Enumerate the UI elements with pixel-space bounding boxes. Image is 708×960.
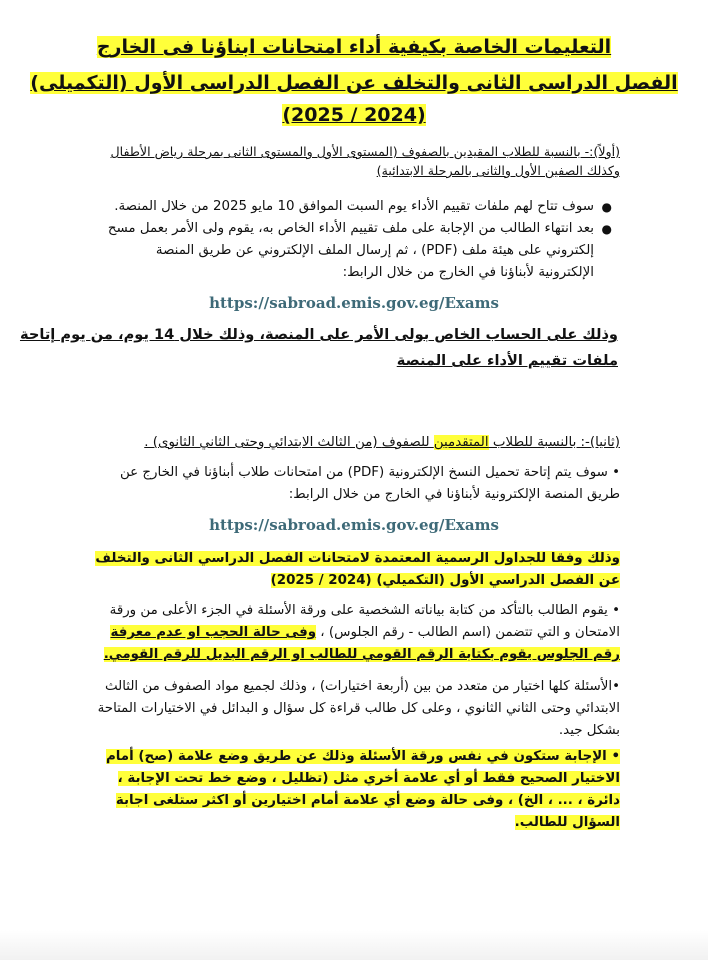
mcq-instructions	[84, 676, 620, 742]
section-one-heading-line1: (أولاً):- بالنسبة للطلاب المقيدين بالصفوف (المستوى الأول والمستوى الثانى بمرحلة رياض الأطفال	[110, 144, 620, 159]
mcq-instructions-text: •الأسئلة كلها اختيار من متعدد من بين (أربعة اختيارات) ، وذلك لجميع مواد الصفوف من الثالث الابتدائي وحتى الثاني الثانوي ، وعلى كل طالب قراءة كل سؤال و البدائل في الاختيارات المتاحة بشكل جيد.	[97, 679, 620, 738]
bullet-text: سوف تتاح لهم ملفات تقييم الأداء يوم السبت الموافق 10 مايو 2025 من خلال المنصة.	[114, 199, 594, 214]
section-one-note-line1: وذلك على الحساب الخاص بولى الأمر على المنصة، وذلك خلال 14 يوم، من يوم إتاحة	[19, 326, 618, 343]
section-two-heading-part-a: (ثانيا)-: بالنسبة للطلاب	[488, 435, 620, 450]
list-item	[100, 196, 616, 218]
bullet-text: بعد انتهاء الطالب من الإجابة على ملف تقييم الأداء الخاص به، يقوم ولى الأمر بعمل مسح إلكتروني على هيئة ملف (PDF) ، ثم إرسال الملف الإلكتروني عن طريق المنصة الإلكترونية لأبناؤنا في الخارج من خلال الرابط:	[107, 221, 594, 280]
section-two-paragraph	[84, 462, 620, 506]
section-one-heading-line2: وكذلك الصفين الأول والثانى بالمرحلة الابتدائية)	[376, 163, 620, 178]
section-two-paragraph-text: • سوف يتم إتاحة تحميل النسخ الإلكترونية (PDF) من امتحانات طلاب أبناؤنا في الخارج عن طريق المنصة الإلكترونية لأبناؤنا في الخارج من خلال الرابط:	[119, 465, 620, 502]
answer-instructions	[84, 746, 620, 834]
section-two-heading	[80, 432, 620, 454]
seat-number-instructions	[84, 600, 620, 666]
title-line-3-text: (2025 / 2024)	[282, 104, 426, 126]
title-line-1	[0, 36, 708, 58]
section-one-note	[19, 322, 618, 374]
title-line-3	[0, 104, 708, 126]
exams-link-2[interactable]: https://sabroad.emis.gov.eg/Exams	[209, 516, 499, 534]
list-item	[100, 218, 616, 284]
section-two-heading-part-b: المتقدمين	[433, 435, 489, 450]
section-one-note-line2: ملفات تقييم الأداء على المنصة	[396, 352, 618, 369]
seat-number-text-a: • يقوم الطالب بالتأكد من كتابة بياناته الشخصية على ورقة الأسئلة في الجزء الأعلى من ورقة الامتحان و التي تتضمن (اسم الطالب - رقم الجلوس) ،	[109, 603, 620, 640]
page-bottom-shade	[0, 930, 708, 960]
section-two-heading-part-d: (من الثالث الابتدائي وحتى الثاني الثانوى) .	[144, 435, 382, 450]
bullet-dot-icon: ●	[601, 222, 612, 236]
schedule-note-text: وذلك وفقا للجداول الرسمية المعتمدة لامتحانات الفصل الدراسي الثانى والتخلف عن الفصل الدراسي الأول (التكميلي) (2024 / 2025)	[95, 551, 620, 588]
section-one-heading	[80, 142, 620, 180]
seat-number-text-b: وفى حالة الحجب او عدم معرفة رقم الجلوس يقوم بكتابة الرقم القومي للطالب او الرقم البديل للرقم القومي.	[103, 625, 620, 662]
bullet-dot-icon: ●	[601, 200, 612, 214]
answer-instructions-text: • الإجابة ستكون في نفس ورقة الأسئلة وذلك عن طريق وضع علامة (صح) أمام الاختيار الصحيح فقط أو أي علامة أخري مثل (تظليل ، وضع خط تحت الإجابة ، دائرة ، ... ، الخ) ، وفى حالة وضع أي علامة أمام اختيارين أو اكثر ستلغى اجابة السؤال للطالب.	[105, 749, 620, 830]
title-line-2	[0, 72, 708, 94]
exams-link-1[interactable]: https://sabroad.emis.gov.eg/Exams	[209, 294, 499, 312]
title-line-1-text: التعليمات الخاصة بكيفية أداء امتحانات ابناؤنا فى الخارج	[96, 36, 612, 58]
section-two-heading-part-c: للصفوف	[381, 435, 434, 450]
schedule-note	[84, 548, 620, 592]
section-one-bullets	[100, 196, 616, 284]
title-line-2-text: الفصل الدراسى الثانى والتخلف عن الفصل الدراسى الأول (التكميلى)	[30, 72, 678, 94]
